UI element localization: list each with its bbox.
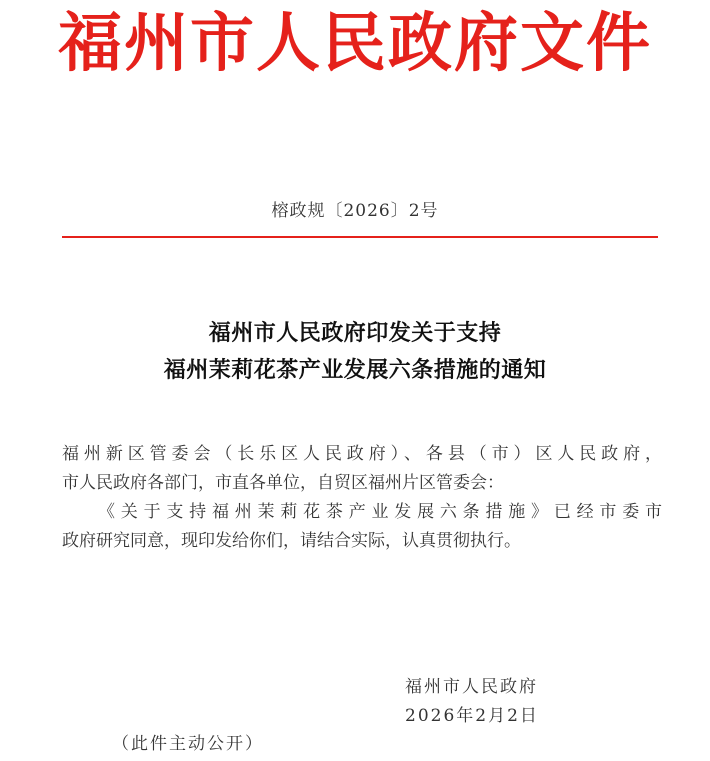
document-title: [0, 315, 710, 389]
red-divider-line: [62, 236, 658, 238]
recipients-line-1: 福州新区管委会（长乐区人民政府）、各县（市）区人民政府，: [62, 444, 662, 464]
paragraph-line-2: 政府研究同意，现印发给你们，请结合实际，认真贯彻执行。: [62, 531, 521, 551]
paragraph-line-1: 《关于支持福州茉莉花茶产业发展六条措施》已经市委市: [98, 502, 662, 522]
signature-block: [405, 673, 539, 731]
issuer-name: 福州市人民政府: [405, 677, 538, 697]
document-body: [62, 440, 662, 556]
public-disclosure-note: （此件主动公开）: [112, 734, 264, 754]
issue-date: 2026年2月2日: [405, 706, 539, 726]
document-title-line-1: 福州市人民政府印发关于支持: [208, 320, 502, 346]
document-number: 榕政规〔2026〕2号: [271, 201, 439, 221]
recipients-line-2: 市人民政府各部门，市直各单位，自贸区福州片区管委会：: [62, 473, 504, 493]
document-title-line-2: 福州茉莉花茶产业发展六条措施的通知: [163, 357, 547, 383]
document-header-title: 福州市人民政府文件: [58, 6, 652, 81]
